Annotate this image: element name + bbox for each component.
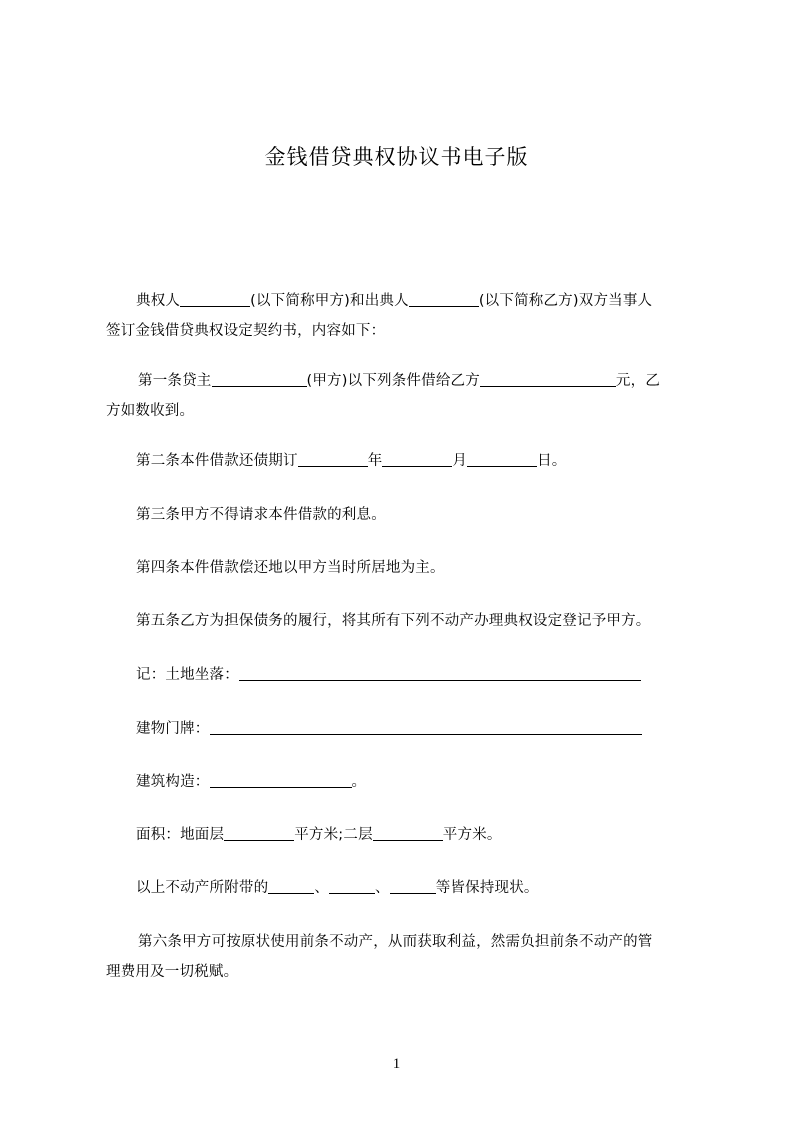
article-1-text-3: 元，乙: [615, 373, 661, 389]
area-text-1: 面积：地面层: [136, 827, 225, 843]
article-6-paragraph: [106, 927, 700, 987]
area-text-2: 平方米;二层: [294, 827, 373, 843]
intro-text-2: (以下简称甲方)和出典人: [250, 293, 409, 309]
article-6-line-2: 理费用及一切税赋。: [106, 964, 239, 980]
second-floor-area-blank: [373, 824, 443, 841]
attachment-blank-2: [329, 877, 375, 894]
lender-name-blank: [212, 370, 307, 387]
article-2-text-1: 第二条本件借款还债期订: [136, 453, 298, 469]
article-4-paragraph: [106, 553, 700, 583]
document-title: 金钱借贷典权协议书电子版: [264, 145, 529, 169]
article-3-paragraph: [106, 500, 700, 530]
land-location-line: [106, 660, 700, 690]
article-2-paragraph: [106, 446, 700, 476]
article-6-line-1: 第六条甲方可按原状使用前条不动产，从而获取利益，然需负担前条不动产的管: [138, 934, 653, 950]
page-number: 1: [392, 1056, 401, 1072]
article-5-paragraph: [106, 606, 700, 636]
article-1-text-1: 第一条贷主: [138, 373, 212, 389]
attachments-paragraph: [106, 873, 700, 903]
ground-floor-area-blank: [224, 824, 294, 841]
article-2-text-4: 日。: [537, 453, 567, 469]
loan-amount-blank: [480, 370, 616, 387]
area-line: [106, 820, 700, 850]
attachments-sep-2: 、: [375, 880, 390, 896]
structure-label: 建筑构造：: [136, 774, 210, 790]
article-3-line: 第三条甲方不得请求本件借款的利息。: [136, 507, 386, 523]
article-1-paragraph: [106, 366, 700, 426]
building-plate-blank: [210, 718, 642, 735]
intro-line-2: 签订金钱借贷典权设定契约书，内容如下：: [106, 323, 386, 339]
building-plate-paragraph: [106, 714, 700, 744]
pledgee-name-blank: [180, 290, 250, 307]
article-4-line: 第四条本件借款偿还地以甲方当时所居地为主。: [136, 560, 445, 576]
intro-line-1: [106, 286, 700, 316]
article-1-text-2: (甲方)以下列条件借给乙方: [306, 373, 480, 389]
land-location-blank: [239, 664, 641, 681]
article-2-text-3: 月: [452, 453, 468, 469]
attachments-sep-1: 、: [314, 880, 330, 896]
due-year-blank: [298, 450, 368, 467]
due-day-blank: [467, 450, 537, 467]
structure-line: [106, 767, 700, 797]
building-plate-line: [106, 714, 700, 744]
intro-text-1: 典权人: [136, 293, 181, 309]
attachment-blank-3: [390, 877, 436, 894]
intro-text-3: (以下简称乙方)双方当事人: [478, 293, 653, 309]
attachment-blank-1: [268, 877, 314, 894]
article-1-line-2: 方如数收到。: [106, 403, 195, 419]
structure-blank: [210, 771, 352, 788]
intro-paragraph: [106, 286, 700, 346]
article-1-line-1: [106, 366, 700, 396]
structure-end: 。: [351, 774, 367, 790]
article-2-line-1: [106, 446, 700, 476]
land-location-label: 记：土地坐落：: [136, 667, 239, 683]
building-plate-label: 建物门牌：: [136, 721, 210, 737]
structure-paragraph: [106, 767, 700, 797]
article-5-line: 第五条乙方为担保债务的履行，将其所有下列不动产办理典权设定登记予甲方。: [136, 613, 651, 629]
article-2-text-2: 年: [367, 453, 383, 469]
due-month-blank: [382, 450, 452, 467]
pledgor-name-blank: [409, 290, 479, 307]
area-paragraph: [106, 820, 700, 850]
land-location-paragraph: [106, 660, 700, 690]
attachments-text-1: 以上不动产所附带的: [136, 880, 269, 896]
attachments-line: [106, 873, 700, 903]
area-text-3: 平方米。: [442, 827, 502, 843]
attachments-text-2: 等皆保持现状。: [435, 880, 539, 896]
